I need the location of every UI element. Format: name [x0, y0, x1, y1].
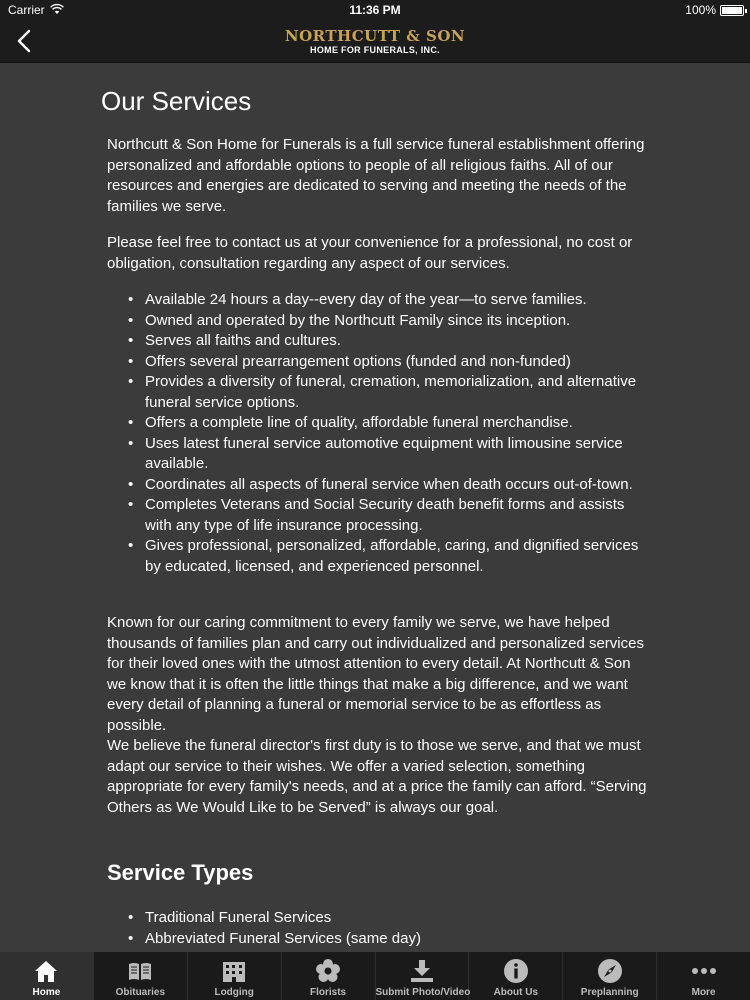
tab-label: Preplanning: [580, 987, 639, 998]
battery-percent: 100%: [685, 3, 716, 17]
list-item: • Gives professional, personalized, affordable, caring, and dignified services by educated, licensed, and experienced personnel.: [107, 536, 647, 577]
list-item: • Provides a diversity of funeral, cremation, memorialization, and alternative funeral service options.: [107, 372, 647, 413]
contact-paragraph: Please feel free to contact us at your convenience for a professional, no cost or obligation, consultation regarding any aspect of our services.: [107, 234, 633, 272]
list-item: • Traditional Funeral Services: [107, 908, 647, 929]
list-item: • Uses latest funeral service automotive equipment with limousine service available.: [107, 434, 647, 475]
intro-paragraph: Northcutt & Son Home for Funerals is a full service funeral establishment offering personalized and affordable options to people of all religious faiths. All of our resources and energies are dedicated to serving and meeting the needs of the families we serve.: [107, 136, 645, 215]
tab-label: About Us: [493, 987, 539, 998]
brand-logo: [0, 27, 750, 55]
list-item: • Abbreviated Funeral Services (same day): [107, 929, 647, 950]
service-types-list: [107, 908, 647, 949]
tab-obituaries[interactable]: [94, 952, 188, 1000]
commitment-paragraph: Known for our caring commitment to every family we serve, we have helped thousands of families plan and carry out individualized and personalized services for their loved ones with the utmost attention to every detail. At Northcutt & Son we know that it is often the little things that make a big difference, and we want every detail of planning a funeral or memorial service to be as effortless as possible.: [107, 614, 644, 734]
tab-about-us[interactable]: [469, 952, 563, 1000]
status-bar: [0, 0, 750, 20]
list-item: • Offers several prearrangement options (funded and non-funded): [107, 352, 647, 373]
download-icon: [408, 957, 436, 985]
compass-icon: [596, 957, 624, 985]
tab-bar: [0, 952, 750, 1000]
tab-label: Obituaries: [115, 987, 166, 998]
tab-label: Home: [32, 987, 61, 998]
book-icon: [126, 957, 154, 985]
tab-lodging[interactable]: [188, 952, 282, 1000]
battery-icon: [720, 5, 744, 16]
tab-preplanning[interactable]: [563, 952, 657, 1000]
list-item: • Completes Veterans and Social Security death benefit forms and assists with any type of life insurance processing.: [107, 495, 647, 536]
navigation-bar: [0, 20, 750, 63]
tab-submit-photo-video[interactable]: [376, 952, 470, 1000]
list-item: • Coordinates all aspects of funeral service when death occurs out-of-town.: [107, 475, 647, 496]
carrier-label: Carrier: [8, 3, 45, 17]
content-area[interactable]: [0, 64, 750, 952]
list-item: • Serves all faiths and cultures.: [107, 331, 647, 352]
building-icon: [220, 957, 248, 985]
home-icon: [32, 957, 60, 985]
list-item: • Available 24 hours a day--every day of the year—to serve families.: [107, 290, 647, 311]
brand-name: NORTHCUTT & SON: [284, 27, 466, 45]
clock: 11:36 PM: [349, 3, 401, 17]
tab-label: Lodging: [214, 987, 254, 998]
tab-home[interactable]: [0, 952, 94, 1000]
brand-subtitle: HOME FOR FUNERALS, INC.: [310, 45, 440, 55]
philosophy-paragraph: We believe the funeral director's first duty is to those we serve, and that we must adapt our service to their wishes. We offer a varied selection, something appropriate for every family's needs, and at a price the family can afford. “Serving Others as We Would Like to be Served” is always our goal.: [107, 737, 647, 816]
service-types-heading: Service Types: [107, 860, 254, 885]
list-item: • Offers a complete line of quality, affordable funeral merchandise.: [107, 413, 647, 434]
tab-more[interactable]: [657, 952, 750, 1000]
tab-label: Submit Photo/Video: [375, 987, 471, 998]
flower-icon: [314, 957, 342, 985]
tab-florists[interactable]: [282, 952, 376, 1000]
page-title: Our Services: [101, 86, 252, 116]
list-item: • Owned and operated by the Northcutt Family since its inception.: [107, 311, 647, 332]
tab-label: More: [691, 987, 716, 998]
tab-label: Florists: [310, 987, 347, 998]
info-icon: [502, 957, 530, 985]
services-list: [107, 290, 647, 577]
more-icon: [690, 957, 718, 985]
